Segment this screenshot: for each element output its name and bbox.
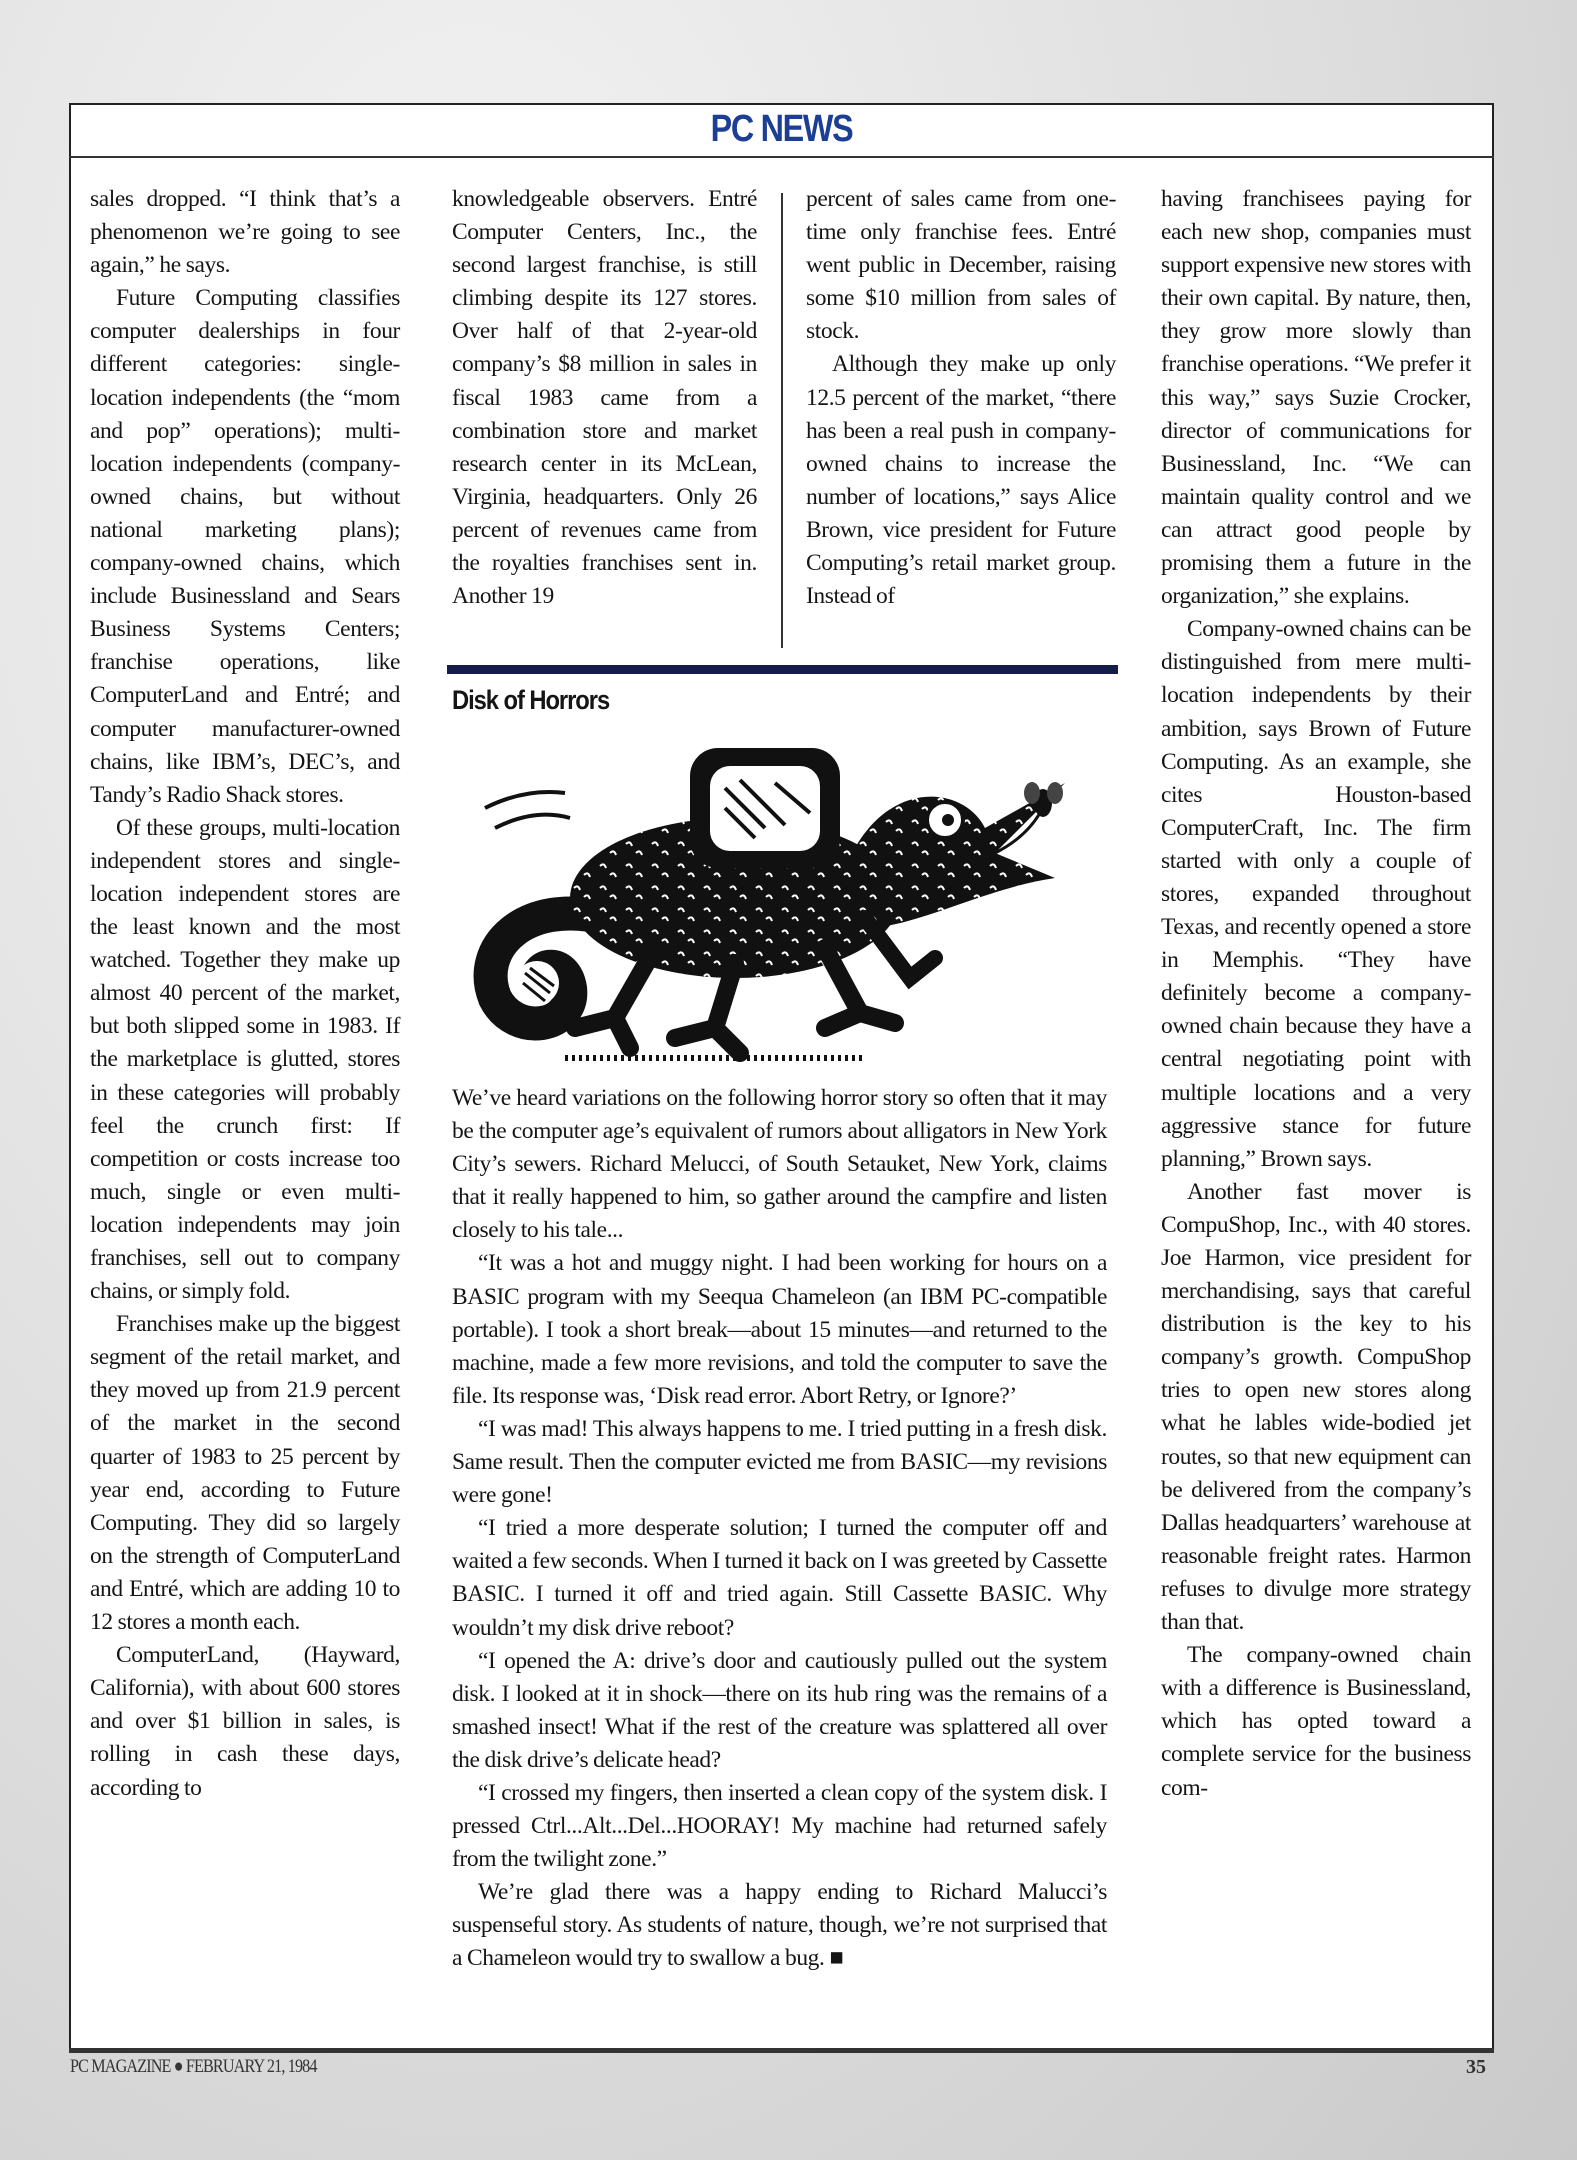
sidebar-title: Disk of Horrors [452, 685, 610, 715]
article-column-4 [1161, 183, 1471, 1805]
paragraph: percent of sales came from one-time only franchise fees. Entré went public in December, raising some $10 million from sales of stock. [806, 186, 1116, 345]
paragraph: knowledgeable observers. Entré Computer Centers, Inc., the second largest franchise, is still climbing despite its 127 stores. Over half of that 2-year-old company’s $8 million in sales in fiscal 1983 came from a combination store and market research center in its McLean, Virginia, headquarters. Only 26 percent of revenues came from the royalties franchises sent in. Another 19 [452, 186, 757, 610]
paragraph: “I was mad! This always happens to me. I tried putting in a fresh disk. Same result. Then the computer evicted me from BASIC—my revisions were gone! [452, 1415, 1107, 1509]
article-column-3 [806, 183, 1116, 613]
paragraph: Company-owned chains can be distinguished from mere multi-location independents by their ambition, says Brown of Future Computing. As an example, she cites Houston-based ComputerCraft, Inc. The firm started with only a couple of stores, expanded throughout Texas, and recently opened a store in Memphis. “They have definitely become a company-owned chain because they have a central negotiating point with multiple locations and a very aggressive stance for future planning,” Brown says. [1161, 616, 1471, 1172]
sidebar-top-rule [447, 665, 1118, 674]
paragraph: Another fast mover is CompuShop, Inc., with 40 stores. Joe Harmon, vice president for merchandising, says that careful distribution is the key to his company’s growth. CompuShop tries to open new stores along what he lables wide-bodied jet routes, so that new equipment can be delivered from the company’s Dallas headquarters’ warehouse at reasonable freight rates. Harmon refuses to divulge more strategy than that. [1161, 1178, 1471, 1636]
paragraph: Future Computing classifies computer dealerships in four different categories: single-location independents (the “mom and pop” operations); multi-location independents (company-owned chains, but without national marketing plans); company-owned chains, which include Businessland and Sears Business Systems Centers; franchise operations, like ComputerLand and Entré; and computer manufacturer-owned chains, like IBM’s, DEC’s, and Tandy’s Radio Shack stores. [90, 285, 400, 808]
sidebar-body [452, 1082, 1107, 1976]
header-divider [69, 156, 1494, 158]
paragraph: “I opened the A: drive’s door and cautiously pulled out the system disk. I looked at it in shock—there on its hub ring was the remains of a smashed insect! What if the rest of the creature was splattered all over the disk drive’s delicate head? [452, 1647, 1107, 1773]
paragraph: We’re glad there was a happy ending to Richard Malucci’s suspenseful story. As students of nature, though, we’re not surprised that a Chameleon would try to swallow a bug. ■ [452, 1879, 1107, 1972]
paragraph: Of these groups, multi-location independent stores and single-location independent stores are the least known and the most watched. Together they make up almost 40 percent of the market, but both slipped some in 1983. If the marketplace is glutted, stores in these categories will probably feel the crunch first: If competition or costs increase too much, single or even multi-location independents may join franchises, sell out to company chains, or simply fold. [90, 814, 400, 1305]
article-column-2 [452, 183, 757, 613]
paragraph: The company-owned chain with a difference is Businessland, which has opted toward a complete service for the business com- [1161, 1642, 1471, 1801]
page-bottom-rule [69, 2048, 1494, 2053]
paragraph: sales dropped. “I think that’s a phenomenon we’re going to see again,” he says. [90, 186, 400, 279]
paragraph: “I tried a more desperate solution; I turned the computer off and waited a few seconds. When I turned it back on I was greeted by Cassette BASIC. I turned it off and tried again. Still Cassette BASIC. Why wouldn’t my disk drive reboot? [452, 1515, 1107, 1641]
chameleon-illustration [465, 728, 1095, 1068]
paragraph: having franchisees paying for each new shop, companies must support expensive new stores with their own capital. By nature, then, they grow more slowly than franchise operations. “We prefer it this way,” says Suzie Crocker, director of communications for Businessland, Inc. “We can maintain quality control and we can attract good people by promising them a future in the organization,” she explains. [1161, 186, 1471, 610]
article-column-1 [90, 183, 400, 1805]
paragraph: “I crossed my fingers, then inserted a clean copy of the system disk. I pressed Ctrl...Alt...Del...HOORAY! My machine had returned safely from the twilight zone.” [452, 1779, 1107, 1873]
paragraph: “It was a hot and muggy night. I had been working for hours on a BASIC program with my Seequa Chameleon (an IBM PC-compatible portable). I took a short break—about 15 minutes—and returned to the machine, made a few more revisions, and told the computer to save the file. Its response was, ‘Disk read error. Abort Retry, or Ignore?’ [452, 1250, 1107, 1409]
paragraph: We’ve heard variations on the following horror story so often that it may be the computer age’s equivalent of rumors about alligators in New York City’s sewers. Richard Melucci, of South Setauket, New York, claims that it really happened to him, so gather around the campfire and listen closely to his tale... [452, 1085, 1107, 1244]
page-number: 35 [1466, 2056, 1486, 2078]
column-divider [781, 193, 783, 648]
footer-publication: PC MAGAZINE ● FEBRUARY 21, 1984 [70, 2056, 317, 2077]
paragraph: Franchises make up the biggest segment of the retail market, and they moved up from 21.9 percent of the market in the second quarter of 1983 to 25 percent by year end, according to Future Computing. They did so largely on the strength of ComputerLand and Entré, which are adding 10 to 12 stores a month each. [90, 1311, 400, 1636]
paragraph: ComputerLand, (Hayward, California), with about 600 stores and over $1 billion in sales, is rolling in cash these days, according to [90, 1642, 400, 1801]
section-title: PC NEWS [710, 108, 853, 150]
paragraph: Although they make up only 12.5 percent of the market, “there has been a real push in company-owned chains to increase the number of locations,” says Alice Brown, vice president for Future Computing’s retail market group. Instead of [806, 351, 1116, 610]
